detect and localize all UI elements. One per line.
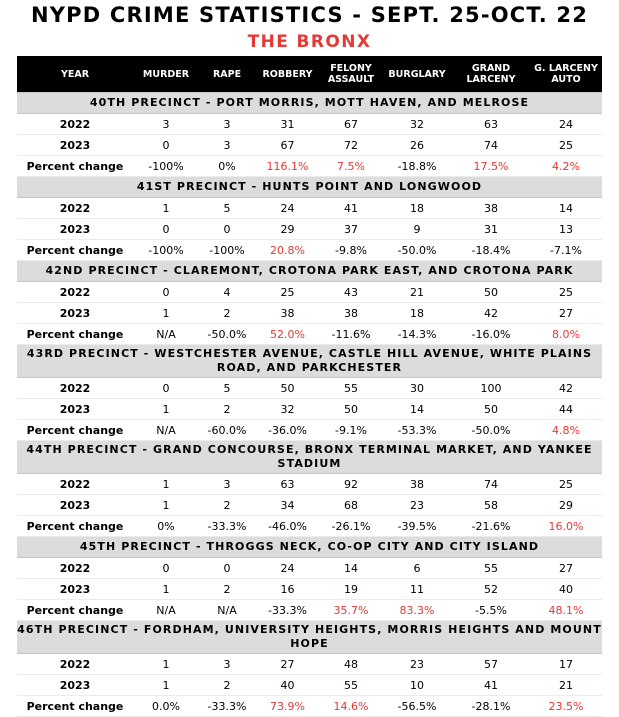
table-row [17,303,602,324]
table-cell: 27 [530,558,602,579]
precinct-section-header [17,621,602,654]
table-cell: 0 [133,282,199,303]
table-cell: -11.6% [320,324,382,345]
table-cell: 13 [530,219,602,240]
table-cell: 4.2% [530,156,602,177]
table-cell: 23.5% [530,696,602,717]
precinct-section-header [17,261,602,282]
table-cell: 29 [530,495,602,516]
table-row [17,558,602,579]
row-label: Percent change [17,420,133,441]
table-cell: 14.6% [320,696,382,717]
table-cell: 14 [382,399,452,420]
table-cell: 0 [133,558,199,579]
table-cell: -5.5% [452,600,530,621]
table-cell: 38 [255,303,320,324]
column-header-g-larceny-auto: G. LARCENY AUTO [530,56,602,93]
table-cell: -33.3% [199,696,255,717]
table-cell: 3 [199,474,255,495]
table-cell: 30 [382,378,452,399]
table-cell: 92 [320,474,382,495]
row-label: 2022 [17,282,133,303]
table-cell: 50 [452,399,530,420]
table-cell: 5 [199,198,255,219]
table-cell: 0 [133,219,199,240]
row-label: 2023 [17,399,133,420]
table-cell: -33.3% [199,516,255,537]
table-row [17,135,602,156]
table-cell: N/A [133,600,199,621]
table-cell: 50 [255,378,320,399]
precinct-section-header [17,177,602,198]
table-row [17,219,602,240]
table-cell: -9.1% [320,420,382,441]
table-cell: 2 [199,579,255,600]
table-cell: -36.0% [255,420,320,441]
table-row [17,600,602,621]
table-row [17,495,602,516]
table-cell: 37 [320,219,382,240]
table-cell: 25 [530,474,602,495]
table-cell: 16.0% [530,516,602,537]
table-cell: 2 [199,399,255,420]
table-cell: 52 [452,579,530,600]
table-cell: 32 [382,114,452,135]
row-label: 2022 [17,198,133,219]
table-cell: 24 [255,558,320,579]
table-cell: -46.0% [255,516,320,537]
table-cell: 63 [452,114,530,135]
table-cell: 1 [133,495,199,516]
table-cell: -50.0% [452,420,530,441]
table-row [17,474,602,495]
row-label: Percent change [17,156,133,177]
table-row [17,378,602,399]
precinct-title: 46TH PRECINCT - FORDHAM, UNIVERSITY HEIGHTS, MORRIS HEIGHTS AND MOUNT HOPE [17,621,602,654]
table-cell: 0% [199,156,255,177]
table-cell: 2 [199,675,255,696]
row-label: 2022 [17,474,133,495]
table-cell: 43 [320,282,382,303]
precinct-section-header [17,345,602,378]
table-row [17,399,602,420]
row-label: 2023 [17,495,133,516]
table-cell: 24 [255,198,320,219]
table-cell: 2 [199,303,255,324]
table-cell: 20.8% [255,240,320,261]
table-cell: -18.8% [382,156,452,177]
column-header-murder: MURDER [133,56,199,93]
column-header-grand-larceny: GRAND LARCENY [452,56,530,93]
table-cell: 40 [530,579,602,600]
table-row [17,114,602,135]
table-cell: 48 [320,654,382,675]
table-cell: 17 [530,654,602,675]
table-cell: 74 [452,135,530,156]
column-header-robbery: ROBBERY [255,56,320,93]
table-cell: 1 [133,198,199,219]
table-cell: 5 [199,378,255,399]
table-cell: -100% [133,156,199,177]
row-label: 2023 [17,303,133,324]
row-label: 2023 [17,579,133,600]
table-cell: 18 [382,198,452,219]
table-cell: 42 [452,303,530,324]
table-cell: 6 [382,558,452,579]
row-label: 2023 [17,135,133,156]
row-label: 2022 [17,558,133,579]
table-cell: 55 [452,558,530,579]
table-cell: 0 [133,378,199,399]
table-cell: 31 [452,219,530,240]
table-cell: -56.5% [382,696,452,717]
row-label: Percent change [17,600,133,621]
table-cell: 25 [255,282,320,303]
table-cell: 1 [133,303,199,324]
table-cell: 116.1% [255,156,320,177]
table-cell: N/A [133,324,199,345]
row-label: 2022 [17,114,133,135]
table-cell: 2 [199,495,255,516]
table-cell: -50.0% [382,240,452,261]
table-cell: -26.1% [320,516,382,537]
precinct-section-header [17,93,602,114]
table-row [17,198,602,219]
table-cell: -9.8% [320,240,382,261]
page-title: NYPD CRIME STATISTICS - SEPT. 25-OCT. 22 [30,3,589,27]
table-row [17,240,602,261]
table-cell: 83.3% [382,600,452,621]
table-row [17,675,602,696]
table-cell: 25 [530,135,602,156]
table-cell: 25 [530,282,602,303]
table-cell: 42 [530,378,602,399]
table-cell: -53.3% [382,420,452,441]
table-cell: 67 [255,135,320,156]
table-cell: -100% [199,240,255,261]
table-row [17,324,602,345]
table-cell: -60.0% [199,420,255,441]
row-label: 2022 [17,654,133,675]
crime-stats-table [17,56,602,717]
table-cell: 17.5% [452,156,530,177]
table-cell: 34 [255,495,320,516]
table-cell: 9 [382,219,452,240]
table-cell: 0 [199,219,255,240]
table-cell: 55 [320,378,382,399]
table-cell: -33.3% [255,600,320,621]
table-cell: 14 [320,558,382,579]
table-cell: 57 [452,654,530,675]
table-cell: 21 [530,675,602,696]
precinct-title: 42ND PRECINCT - CLAREMONT, CROTONA PARK EAST, AND CROTONA PARK [17,261,602,282]
precinct-title: 41ST PRECINCT - HUNTS POINT AND LONGWOOD [17,177,602,198]
table-row [17,696,602,717]
row-label: Percent change [17,324,133,345]
table-cell: 1 [133,474,199,495]
table-cell: 68 [320,495,382,516]
table-cell: 23 [382,495,452,516]
table-cell: 100 [452,378,530,399]
row-label: 2022 [17,378,133,399]
table-cell: 41 [320,198,382,219]
table-cell: 4.8% [530,420,602,441]
table-cell: -14.3% [382,324,452,345]
table-cell: 4 [199,282,255,303]
table-cell: N/A [133,420,199,441]
precinct-title: 44TH PRECINCT - GRAND CONCOURSE, BRONX TERMINAL MARKET, AND YANKEE STADIUM [17,441,602,474]
precinct-section-header [17,441,602,474]
borough-subtitle: THE BRONX [247,32,372,52]
table-cell: 19 [320,579,382,600]
table-cell: -18.4% [452,240,530,261]
table-cell: -39.5% [382,516,452,537]
table-cell: 8.0% [530,324,602,345]
table-cell: 14 [530,198,602,219]
table-cell: -50.0% [199,324,255,345]
table-cell: 1 [133,399,199,420]
row-label: Percent change [17,240,133,261]
table-cell: 58 [452,495,530,516]
column-header-felony-assault: FELONY ASSAULT [320,56,382,93]
table-cell: 67 [320,114,382,135]
table-row [17,579,602,600]
table-cell: 44 [530,399,602,420]
table-cell: -7.1% [530,240,602,261]
table-row [17,516,602,537]
row-label: Percent change [17,516,133,537]
table-cell: 40 [255,675,320,696]
table-cell: 18 [382,303,452,324]
table-cell: 16 [255,579,320,600]
table-cell: -21.6% [452,516,530,537]
table-cell: 27 [530,303,602,324]
table-cell: 7.5% [320,156,382,177]
table-cell: 50 [320,399,382,420]
table-cell: -28.1% [452,696,530,717]
table-row [17,420,602,441]
row-label: 2023 [17,219,133,240]
table-cell: 3 [199,114,255,135]
column-header-burglary: BURGLARY [382,56,452,93]
table-body [17,93,602,717]
table-cell: 50 [452,282,530,303]
table-cell: 35.7% [320,600,382,621]
table-cell: 52.0% [255,324,320,345]
table-cell: N/A [199,600,255,621]
row-label: Percent change [17,696,133,717]
table-cell: 27 [255,654,320,675]
table-cell: 1 [133,675,199,696]
column-header-year: YEAR [17,56,133,93]
table-cell: 72 [320,135,382,156]
table-cell: 1 [133,654,199,675]
table-cell: 32 [255,399,320,420]
table-row [17,156,602,177]
table-row [17,282,602,303]
table-cell: 74 [452,474,530,495]
table-row [17,654,602,675]
column-header-rape: RAPE [199,56,255,93]
table-cell: 3 [199,135,255,156]
table-cell: 0.0% [133,696,199,717]
precinct-section-header [17,537,602,558]
table-cell: 21 [382,282,452,303]
table-cell: 73.9% [255,696,320,717]
table-cell: 38 [452,198,530,219]
table-cell: -100% [133,240,199,261]
table-cell: 38 [382,474,452,495]
precinct-title: 45TH PRECINCT - THROGGS NECK, CO-OP CITY AND CITY ISLAND [17,537,602,558]
table-cell: 1 [133,579,199,600]
table-cell: 63 [255,474,320,495]
table-cell: 23 [382,654,452,675]
table-cell: 11 [382,579,452,600]
row-label: 2023 [17,675,133,696]
table-cell: 48.1% [530,600,602,621]
table-cell: 41 [452,675,530,696]
table-cell: 29 [255,219,320,240]
table-cell: 55 [320,675,382,696]
table-cell: 3 [133,114,199,135]
table-cell: 26 [382,135,452,156]
precinct-title: 40TH PRECINCT - PORT MORRIS, MOTT HAVEN, AND MELROSE [17,93,602,114]
table-cell: 3 [199,654,255,675]
table-cell: -16.0% [452,324,530,345]
table-cell: 10 [382,675,452,696]
table-cell: 0 [133,135,199,156]
table-cell: 38 [320,303,382,324]
table-cell: 31 [255,114,320,135]
table-cell: 24 [530,114,602,135]
table-header-row [17,56,602,93]
precinct-title: 43RD PRECINCT - WESTCHESTER AVENUE, CASTLE HILL AVENUE, WHITE PLAINS ROAD, AND PARKCHESTER [17,345,602,378]
table-cell: 0 [199,558,255,579]
table-cell: 0% [133,516,199,537]
